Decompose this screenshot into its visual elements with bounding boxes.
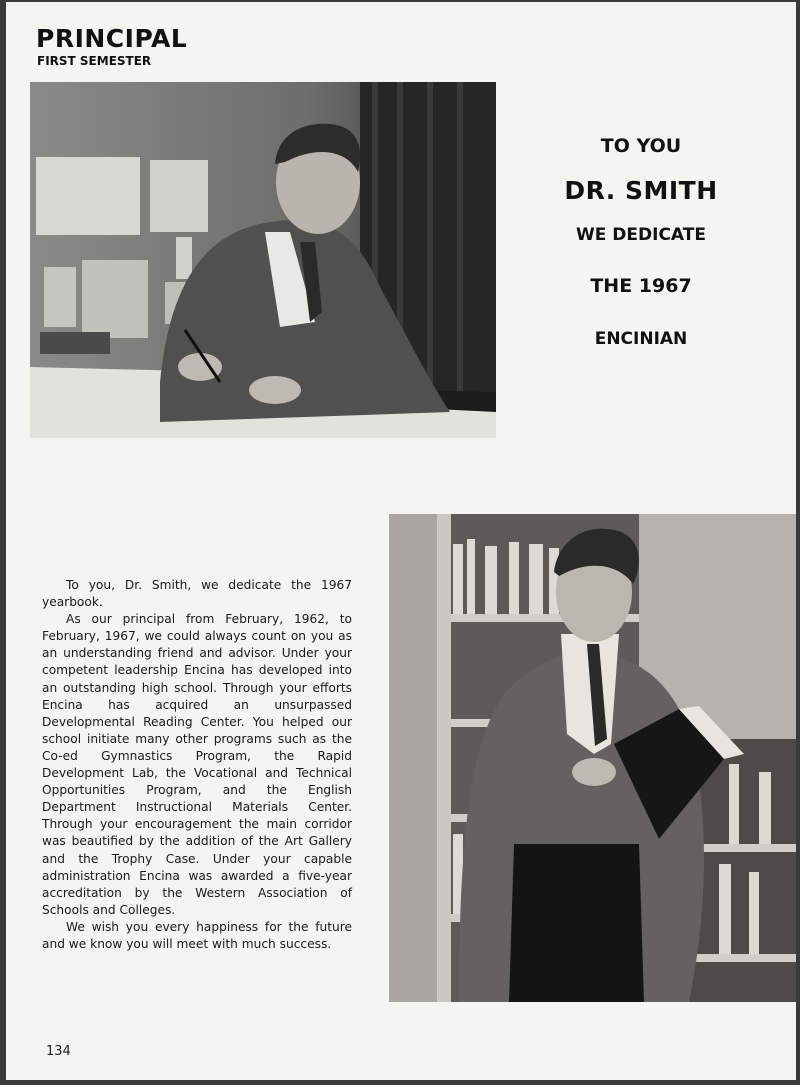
body-paragraph-3: We wish you every happiness for the future and we know you will meet with much success. [42, 919, 352, 951]
photo-principal-at-bookshelf [389, 514, 796, 1002]
dedication-line-3: WE DEDICATE [576, 225, 706, 245]
dedication-line-4: THE 1967 [590, 275, 692, 297]
photo-principal-at-desk [30, 82, 496, 438]
page-title: PRINCIPAL [36, 24, 188, 53]
body-paragraph-2: As our principal from February, 1962, to February, 1967, we could always count on you as an understanding friend and advisor. Under your competent leadership Encina has developed into an outstanding high school. Through your efforts Encina has acquired an unsurpassed Developmental Reading Center. You helped our school initiate many other programs such as the Co-ed Gymnastics Program, the Rapid Development Lab, the Vocational and Technical Opportunities Program, and the English Department Instructional Materials Center. Through your encouragement the main corridor was beautified by the addition of the Art Gallery and the Trophy Case. Under your capable administration Encina was awarded a five-year accreditation by the Western Association of Schools and Colleges. [42, 612, 352, 917]
dedication-heading [526, 137, 756, 348]
page-number: 134 [46, 1044, 71, 1059]
dedication-line-1: TO YOU [600, 135, 682, 157]
dedication-line-5: ENCINIAN [594, 329, 688, 349]
dedication-body-text [42, 577, 352, 953]
page-subtitle: FIRST SEMESTER [37, 54, 152, 68]
body-paragraph-1: To you, Dr. Smith, we dedicate the 1967 yearbook. [42, 578, 352, 610]
desk-photo-icon [30, 82, 496, 438]
dedication-line-2: DR. SMITH [564, 176, 718, 205]
bookshelf-photo-icon [389, 514, 796, 1002]
yearbook-page [6, 2, 796, 1080]
